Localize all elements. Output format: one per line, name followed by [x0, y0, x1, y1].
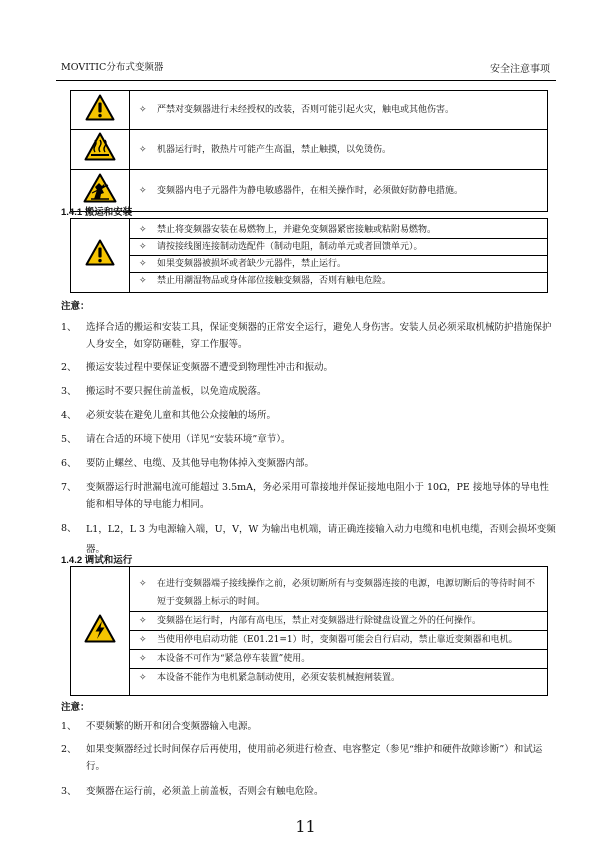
warning-text: 在进行变频器端子接线操作之前，必须切断所有与变频器连接的电源，电源切断后的等待时间不短于变频器上标示的时间。 — [157, 579, 536, 607]
section-title-commissioning-operation: 1.4.2 调试和运行 — [61, 555, 133, 566]
bullet-mark: ✧ — [139, 242, 147, 252]
warning-row — [71, 91, 548, 130]
list-number: 2、 — [61, 362, 77, 373]
list-text: 如果变频器经过长时间保存后再使用，使用前必须进行检查、电容整定（参见“维护和硬件故障诊断”）和试运行。 — [86, 744, 543, 772]
install-notes-list — [61, 319, 556, 560]
list-number: 3、 — [61, 386, 77, 397]
list-item — [61, 520, 556, 560]
warning-text: 如果变频器被损坏或者缺少元器件，禁止运行。 — [157, 259, 347, 269]
general-warning-icon — [85, 94, 115, 121]
install-warnings-table — [70, 218, 548, 293]
list-text: 变频器运行时泄漏电流可能超过 3.5mA，务必采用可靠接地并保证接地电阻小于 10Ω，PE 接地导体的导电性能和相导体的导电能力相同。 — [86, 482, 549, 510]
warning-item — [130, 611, 547, 630]
list-item — [61, 718, 556, 735]
list-number: 2、 — [61, 744, 77, 755]
note-label: 注意： — [61, 301, 90, 312]
list-text: 变频器在运行前，必须盖上前盖板，否则会有触电危险。 — [86, 786, 324, 797]
warning-text: 变频器在运行时，内部有高电压，禁止对变频器进行除键盘设置之外的任何操作。 — [157, 616, 482, 626]
warning-row — [71, 170, 548, 212]
list-number: 3、 — [61, 786, 77, 797]
electric-shock-icon — [84, 614, 116, 643]
electrostatic-sensitive-icon — [83, 173, 117, 203]
list-item — [61, 783, 556, 800]
list-number: 1、 — [61, 721, 77, 732]
warning-text-cell — [130, 170, 548, 212]
warning-text: 机器运行时，散热片可能产生高温，禁止触摸，以免烫伤。 — [157, 144, 392, 155]
list-item — [61, 383, 556, 400]
warning-item — [130, 649, 547, 668]
warning-item — [130, 255, 547, 272]
list-number: 5、 — [61, 434, 77, 445]
warning-text-cell — [130, 567, 548, 696]
warning-icon-cell — [71, 130, 130, 170]
list-number: 8、 — [61, 523, 77, 534]
warning-text: 禁止用潮湿物品或身体部位接触变频器，否则有触电危险。 — [157, 276, 392, 286]
list-item — [61, 319, 556, 353]
list-number: 6、 — [61, 458, 77, 469]
list-text: 不要频繁的断开和闭合变频器输入电源。 — [86, 721, 258, 732]
bullet-mark: ✧ — [139, 259, 147, 269]
warning-item — [139, 222, 539, 238]
list-item — [61, 359, 556, 376]
bullet-mark: ✧ — [139, 276, 147, 286]
list-text: 必须安装在避免儿童和其他公众接触的场所。 — [86, 410, 277, 421]
warning-icon-cell — [71, 91, 130, 130]
warning-text-cell — [130, 91, 548, 130]
list-text: 搬运安装过程中要保证变频器不遭受到物理性冲击和振动。 — [86, 362, 334, 373]
bullet-mark: ✧ — [139, 225, 147, 235]
warning-text: 当使用停电启动功能（E01.21=1）时，变频器可能会自行启动，禁止靠近变频器和电机。 — [157, 635, 518, 645]
bullet-mark: ✧ — [139, 579, 147, 589]
header-chapter-title: 安全注意事项 — [490, 64, 550, 75]
list-item — [61, 407, 556, 424]
operation-warnings-table — [70, 566, 548, 696]
list-text: 请在合适的环境下使用（详见“安装环境”章节）。 — [86, 434, 291, 445]
bullet-mark: ✧ — [139, 105, 147, 115]
warning-text: 本设备不能作为电机紧急制动使用，必须安装机械抱闸装置。 — [157, 673, 401, 683]
list-text: 搬运时不要只握住前盖板，以免造成脱落。 — [86, 386, 267, 397]
warning-item — [139, 575, 539, 611]
warning-item — [130, 630, 547, 649]
warning-item — [130, 238, 547, 255]
warning-row — [71, 130, 548, 170]
list-item — [61, 741, 556, 775]
top-warnings-table — [70, 90, 548, 212]
warning-item — [130, 668, 547, 687]
list-item — [61, 479, 556, 513]
list-item — [61, 431, 556, 448]
bullet-mark: ✧ — [139, 673, 147, 683]
bullet-mark: ✧ — [139, 654, 147, 664]
warning-text: 本设备不可作为“紧急停车装置”使用。 — [157, 654, 311, 664]
list-number: 4、 — [61, 410, 77, 421]
warning-item — [130, 272, 547, 289]
list-number: 1、 — [61, 322, 77, 333]
header-document-title: MOVITIC分布式变频器 — [61, 62, 164, 73]
warning-text-cell — [130, 219, 548, 293]
warning-text: 变频器内电子元器件为静电敏感器件，在相关操作时，必须做好防静电措施。 — [157, 185, 464, 196]
warning-text: 请按接线图连接制动选配件（制动电阻，制动单元或者回馈单元）。 — [157, 242, 423, 252]
bullet-mark: ✧ — [139, 616, 147, 626]
warning-icon-cell — [71, 567, 130, 696]
note-label: 注意： — [61, 702, 90, 713]
hot-surface-icon — [84, 132, 116, 161]
list-text: 选择合适的搬运和安装工具，保证变频器的正常安全运行，避免人身伤害。安装人员必须采取机械防护措施保护人身安全，如穿防砸鞋，穿工作服等。 — [86, 322, 552, 350]
list-item — [61, 455, 556, 472]
page-number: 11 — [295, 817, 316, 836]
bullet-mark: ✧ — [139, 144, 147, 155]
operation-notes-list — [61, 718, 556, 800]
warning-text: 禁止将变频器安装在易燃物上，并避免变频器紧密接触或粘附易燃物。 — [157, 225, 437, 235]
general-warning-icon — [85, 239, 115, 266]
bullet-mark: ✧ — [139, 185, 147, 196]
warning-icon-cell — [71, 219, 130, 293]
section-title-transport-install: 1.4.1 搬运和安装 — [61, 207, 133, 218]
header-divider — [56, 80, 556, 81]
bullet-mark: ✧ — [139, 635, 147, 645]
warning-text-cell — [130, 130, 548, 170]
list-number: 7、 — [61, 482, 77, 493]
list-text: 要防止螺丝、电缆、及其他导电物体掉入变频器内部。 — [86, 458, 315, 469]
warning-text: 严禁对变频器进行未经授权的改装，否则可能引起火灾，触电或其他伤害。 — [157, 105, 455, 115]
list-text: L1，L2，L 3 为电源输入端，U，V，W 为输出电机端，请正确连接输入动力电缆和电机电缆，否则会损坏变频器。 — [86, 524, 556, 555]
